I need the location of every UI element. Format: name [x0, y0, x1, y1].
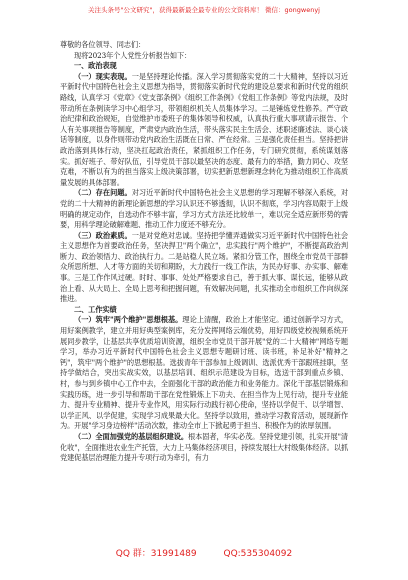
paragraph-grassroots-organization	[60, 432, 348, 464]
paragraph-political-quality	[60, 231, 348, 305]
text-current-performance: 一是坚持理论传播。深入学习贯彻落实党的二十大精神，坚持以习近平新时代中国特色社会主义思想为指导，贯彻落实新时代党的建设总要求和新时代党的组织路线，认真学习《党章》《党支部条例》《组织工作条例》《党组工作条例》等党内法规，及时带动所在条例读学习中心组学习，带领组织机关人员集体学习。二是锤炼党性修养。严守政治纪律和政治规矩，自觉维护市委班子的集体领导和权威，认真执行重大事项请示报告、个人有关事项报告等制度，严肃党内政治生活，带头落实民主生活会、述职述廉述法、谈心谈话等制度，以身作则带动党内政治生活既在日常、严在经常。三是强化责任担当。坚持把讲政治落到具体行动，坚决扛起政治责任，紧抓组织工作任务，专门研究贯彻，系统谋划落实。抓好班子、带好队伍，引导党员干部以最坚决的态度、最有力的举措，勤力同心、攻坚克难，不断以有为的担当落实上级决策部署，切实把新思想新理念转化为推动组织工作高质量发展的具体部署。	[60, 71, 348, 187]
text-existing-problems: 对习近平新时代中国特色社会主义思想的学习理解不够深入系统，对党的二十大精神的新理论新思想的学习认识还不够透彻，认识不彻底，学习内容局限于上级明确的规定动作，自选动作不够丰富，学习方式方法还比较单一，难以完全适应新形势的需要，用科学理论破解难题、推动工作力度还不够充分。	[60, 188, 348, 230]
paragraph-existing-problems	[60, 188, 348, 230]
section-heading-political: 一、政治表现	[74, 61, 117, 71]
text-grassroots-organization: 根本固者，华实必茂。坚持党建引领，扎实开展"清化收"，全面推进农业生产托管，大力上马集体经济项目，持续发展壮大村级集体经济。以抓党建促基层治理能力提升专项行动为牵引，有力	[60, 431, 348, 463]
intro-line: 现将2023年个人党性分析报告如下：	[74, 50, 192, 60]
qq-group-text: QQ 群：31991489	[115, 549, 197, 559]
qq-number-text: QQ:535304092	[223, 549, 293, 559]
lead-current-performance: （一）现实表现。	[74, 71, 132, 81]
text-ideological-foundation: 理论上清醒，政治上才能坚定。通过创新学习方式，用好案例教学，建立并用好典型案例库，充分发挥网络云端优势，用好四级党校视频系统开展同步教学，让基层共享优质培训资源，组织全市党员干部开展"党的二十大精神"网络专题学习，举办习近平新时代中国特色社会主义思想专题研讨班、读书班，补足补好"精神之钙"，筑牢"两个维护"的思想根基。选拔青年干部参加上级调训、选派优秀干部跟班挂职，坚持学做结合，突出实战实效，以基层培训、组织示范建设为目标，选送干部到重点乡镇、村，参与到乡镇中心工作中去，全面强化干部的政治能力和业务能力。深化干部基层锻炼和实践历练，进一步引导和帮助干部在党性锻炼上下功夫、在担当作为上见行动，提升专业能力、提升专业精神、提升专业作风，用实际行动践行初心使命，坚持以学促干、以学增智、以学正风、以学促建，实现学习成果最大化。坚持学以致用，推动学习教育活动，展现新作为。开展"学习身边榜样"活动次数，推动全市上下掀起勇于担当、积极作为的浓厚氛围。	[60, 315, 348, 431]
lead-existing-problems: （二）存在问题。	[74, 188, 132, 198]
section-heading-achievements: 二、工作实绩	[74, 304, 117, 314]
paragraph-current-performance	[60, 72, 348, 189]
lead-grassroots-organization: （二）全面加强党的基层组织建设。	[74, 431, 189, 441]
salutation: 尊敬的各位领导、同志们：	[60, 40, 146, 49]
paragraph-ideological-foundation	[60, 315, 348, 432]
lead-ideological-foundation: （一）筑牢"两个维护"思想根基。	[74, 315, 183, 325]
lead-political-quality: （三）政治素质。	[74, 230, 132, 240]
contact-footer	[0, 546, 408, 559]
report-body	[60, 40, 348, 464]
text-political-quality: 一是对党绝对忠诚。坚持把学懂弄通做实习近平新时代中国特色社会主义思想作为首要政治任务，坚决捍卫"两个确立"，忠实践行"两个维护"，不断提高政治判断力、政治领悟力、政治执行力。二是站稳人民立场。紧扣分管工作，围绕全市党员干部群众所思所想、人才等方面的关切和期盼，大力践行一线工作法，为民办好事、办实事、解难事。三是工作作风过硬。时时、事事、处处严格要求自己，善于抓大事、谋长远，能够从政治上看、从大局上、全局上思考和把握问题，有效解决问题，扎实推动全市组织工作向纵深推进。	[60, 230, 348, 304]
promo-banner: 关注头条号"公文研究"，获得最新最全最专业的公文资料库！ 微信：gongwenyj	[88, 6, 320, 14]
